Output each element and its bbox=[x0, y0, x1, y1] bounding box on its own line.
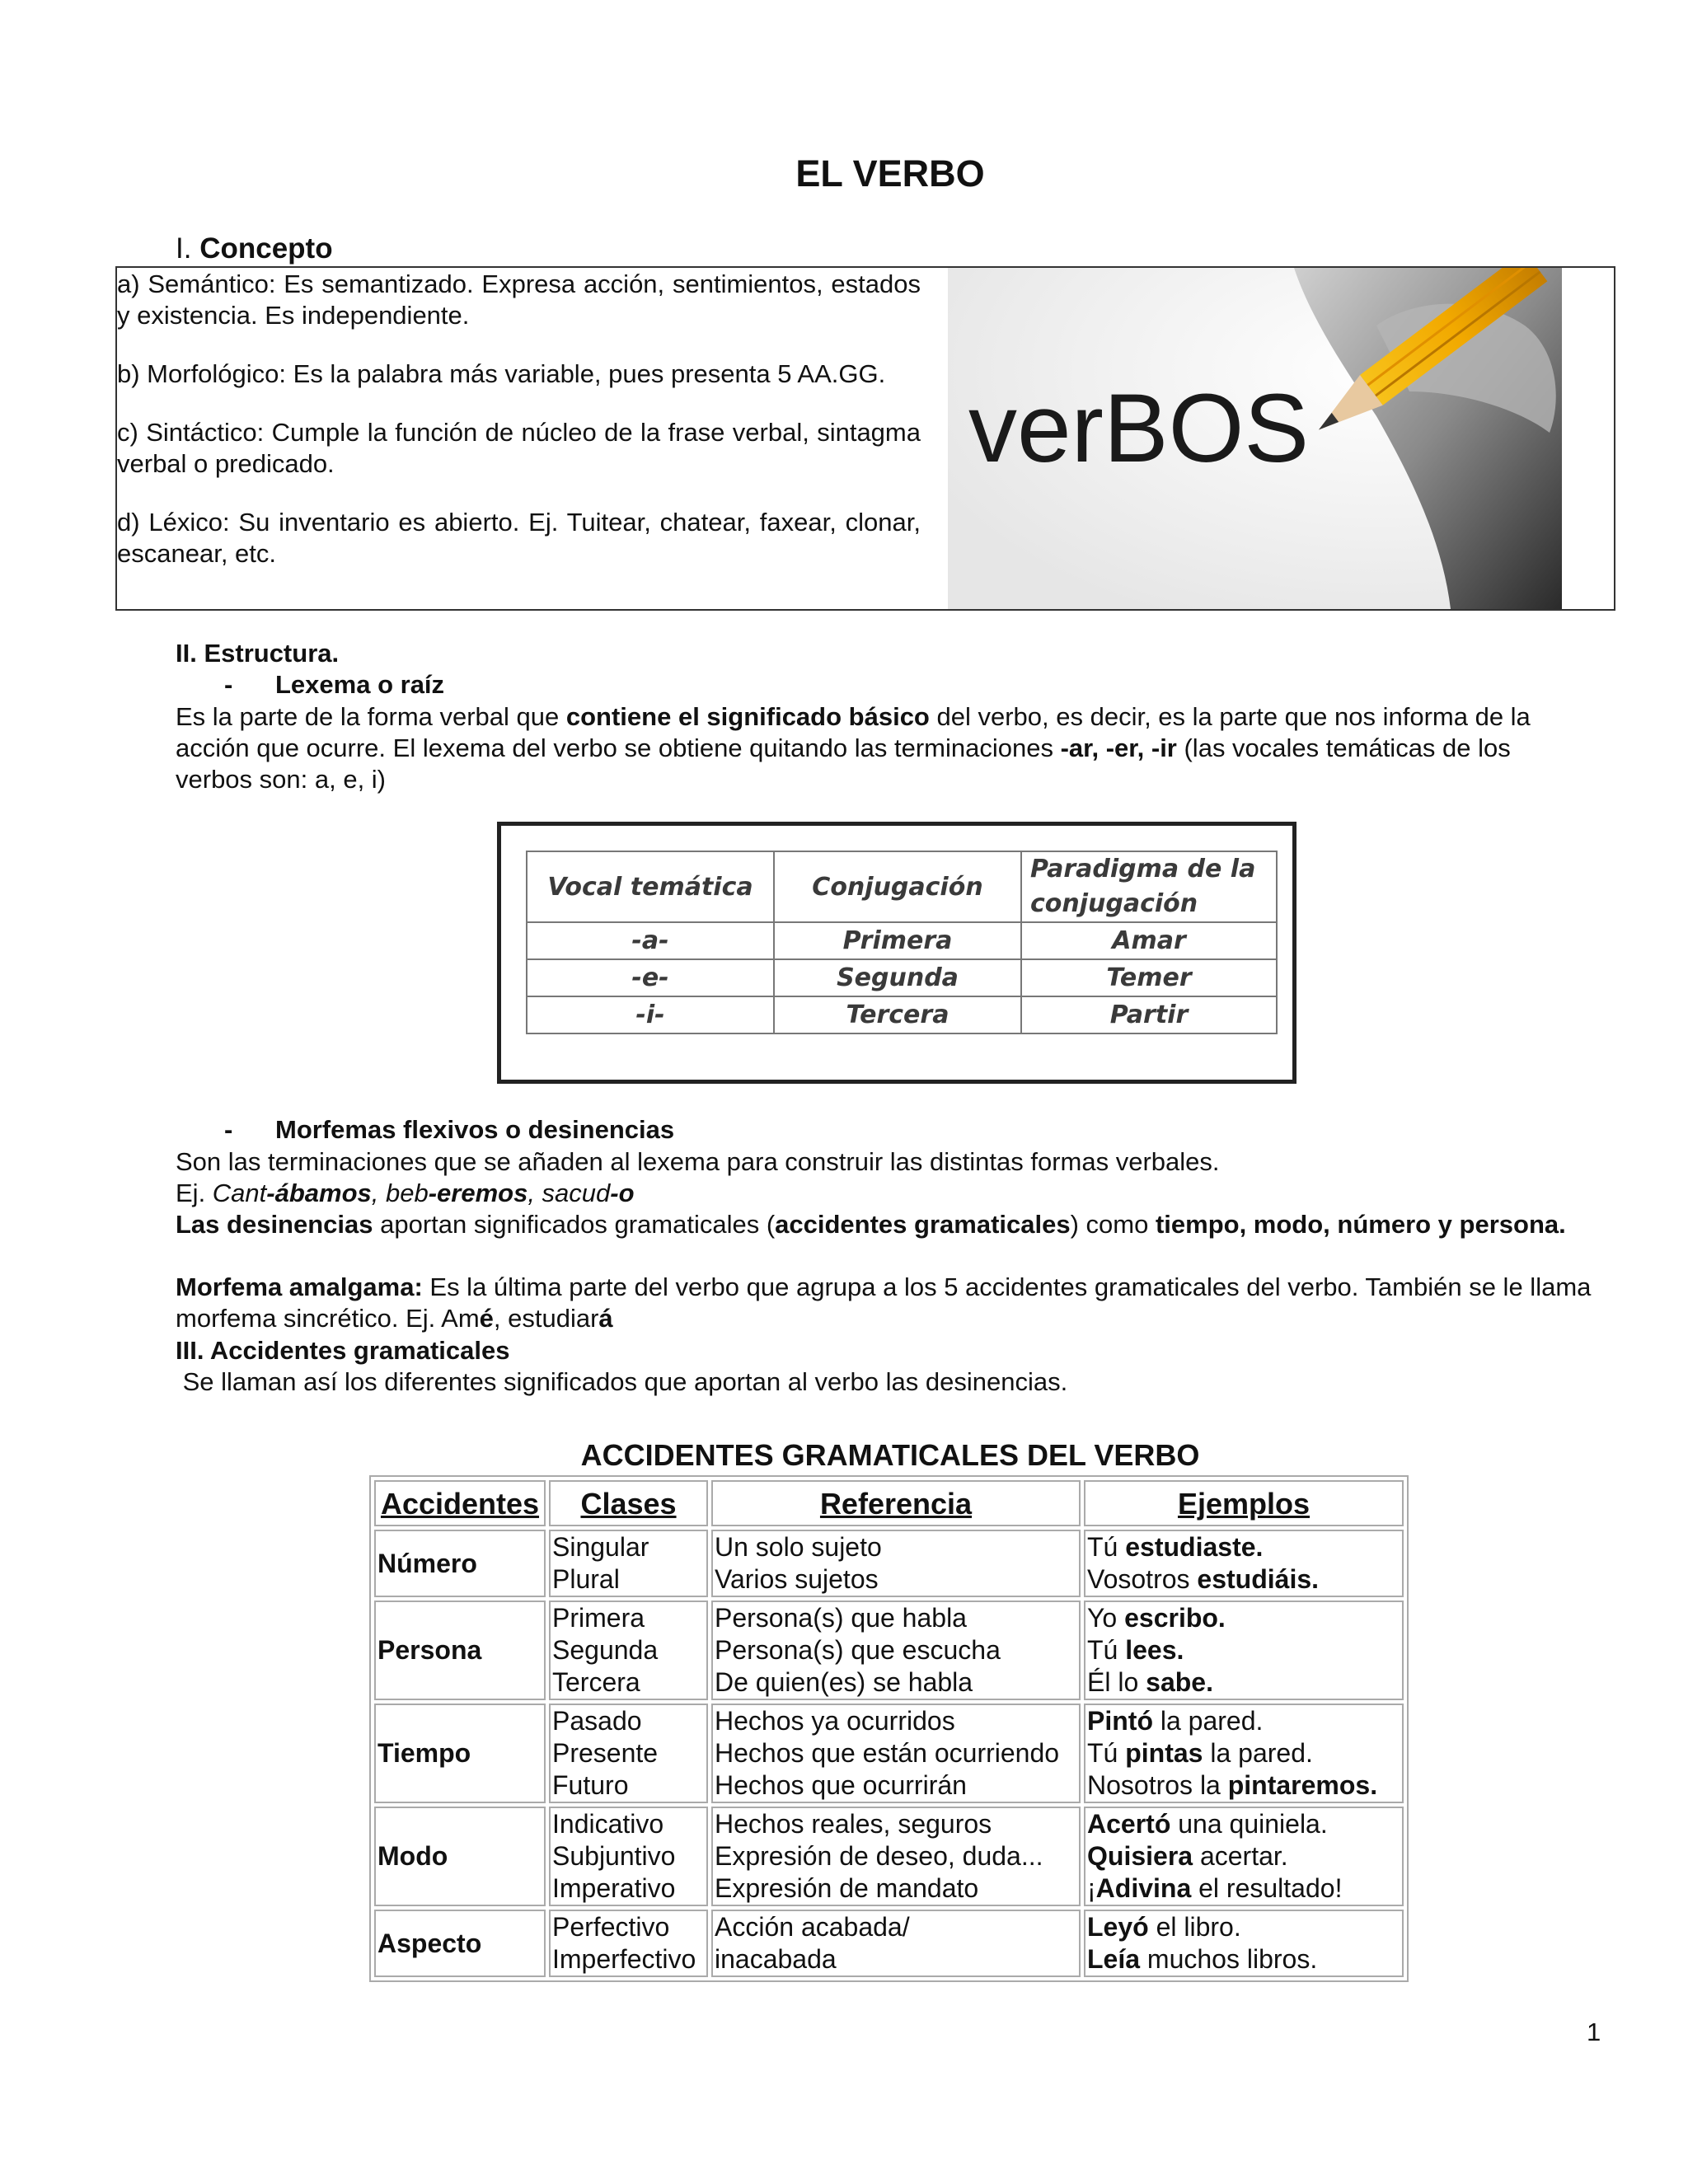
verbos-image-text: verBOS bbox=[968, 374, 1310, 483]
ejemplo-text: Tú bbox=[1087, 1738, 1126, 1768]
ejemplo-verb: sabe. bbox=[1146, 1667, 1213, 1697]
morfemas-definition: Son las terminaciones que se añaden al lexema para construir las distintas formas verbales. bbox=[176, 1147, 1220, 1176]
referencia-item: Hechos que están ocurriendo bbox=[715, 1738, 1060, 1768]
vocal-table-row bbox=[527, 922, 1277, 959]
clase-item: Segunda bbox=[552, 1635, 659, 1665]
ejemplo-text: Tú bbox=[1087, 1635, 1126, 1665]
section-number: I. bbox=[176, 232, 200, 265]
concept-item-sintactico: c) Sintáctico: Cumple la función de núcleo de la frase verbal, sintagma verbal o predicado. bbox=[117, 418, 921, 478]
clase-item: Plural bbox=[552, 1564, 620, 1594]
desinencias-text-2: ) como bbox=[1070, 1210, 1156, 1239]
ejemplo-text: la pared. bbox=[1203, 1738, 1313, 1768]
clases-cell bbox=[549, 1601, 708, 1700]
clases-cell bbox=[549, 1910, 708, 1977]
paradigma-cell: Amar bbox=[1021, 922, 1277, 959]
referencia-cell bbox=[711, 1601, 1081, 1700]
verbos-illustration bbox=[948, 268, 1562, 609]
section-estructura-heading: II. Estructura. bbox=[176, 639, 340, 668]
clases-cell bbox=[549, 1807, 708, 1906]
amalgama-bold: Morfema amalgama: bbox=[176, 1272, 423, 1301]
ejemplo-verb: Quisiera bbox=[1087, 1841, 1193, 1871]
paradigma-cell: Temer bbox=[1021, 959, 1277, 996]
clase-item: Pasado bbox=[552, 1706, 642, 1736]
desinencias-bold-1: Las desinencias bbox=[176, 1210, 373, 1239]
concept-image-margin bbox=[1562, 268, 1614, 607]
referencia-item: Un solo sujeto bbox=[715, 1532, 882, 1562]
section-title: Concepto bbox=[199, 232, 333, 265]
ejemplo-verb: estudiaste. bbox=[1125, 1532, 1264, 1562]
ejemplo-verb: Leía bbox=[1087, 1944, 1141, 1974]
ejemplo-text: ¡ bbox=[1087, 1873, 1096, 1903]
accidentes-intro: Se llaman así los diferentes significados que aportan al verbo las desinencias. bbox=[176, 1367, 1068, 1396]
ejemplos-cell bbox=[1084, 1530, 1404, 1597]
ejemplo-item bbox=[1087, 1769, 1400, 1802]
concept-list bbox=[117, 269, 921, 569]
concept-item-semantico: a) Semántico: Es semantizado. Expresa acción, sentimientos, estados y existencia. Es independiente. bbox=[117, 269, 921, 330]
lexema-text-3: (las vocales temáticas de los verbos son: a, e, i) bbox=[176, 733, 1511, 794]
page-number: 1 bbox=[1587, 2018, 1601, 2046]
clase-item: Imperfectivo bbox=[552, 1944, 696, 1974]
referencia-item: Persona(s) que escucha bbox=[715, 1635, 1001, 1665]
section-accidentes-heading: III. Accidentes gramaticales bbox=[176, 1336, 510, 1365]
desinencias-bold-2: accidentes gramaticales bbox=[775, 1210, 1071, 1239]
amalgama-example-1: é bbox=[479, 1304, 494, 1333]
referencia-item: Hechos que ocurrirán bbox=[715, 1770, 967, 1800]
amalgama-text: Es la última parte del verbo que agrupa a los 5 accidentes gramaticales del verbo. También se le llama morfema sincrético. Ej. Am bbox=[176, 1272, 1592, 1333]
vocal-header-vocal: Vocal temática bbox=[527, 851, 774, 922]
ejemplo-verb: lees. bbox=[1125, 1635, 1184, 1665]
clase-item: Tercera bbox=[552, 1667, 640, 1697]
table-row-tiempo bbox=[374, 1704, 1404, 1803]
clase-item: Singular bbox=[552, 1532, 649, 1562]
conjugacion-cell: Primera bbox=[774, 922, 1021, 959]
example-lexema-1: Cant bbox=[212, 1179, 267, 1207]
referencia-item: Expresión de mandato bbox=[715, 1873, 979, 1903]
ejemplo-text: Vosotros bbox=[1087, 1564, 1198, 1594]
ejemplo-text: Yo bbox=[1087, 1603, 1125, 1633]
ejemplo-text: muchos libros. bbox=[1140, 1944, 1318, 1974]
accidente-cell: Persona bbox=[374, 1601, 546, 1700]
referencia-item: Varios sujetos bbox=[715, 1564, 879, 1594]
concept-item-lexico: d) Léxico: Su inventario es abierto. Ej. Tuitear, chatear, faxear, clonar, escanear, etc. bbox=[117, 508, 921, 568]
ejemplo-item bbox=[1087, 1634, 1400, 1666]
clase-item: Presente bbox=[552, 1738, 659, 1768]
ejemplo-text: Nosotros la bbox=[1087, 1770, 1228, 1800]
ejemplo-item bbox=[1087, 1808, 1400, 1840]
header-ejemplos: Ejemplos bbox=[1084, 1480, 1404, 1526]
referencia-item: Hechos ya ocurridos bbox=[715, 1706, 955, 1736]
referencia-item: Expresión de deseo, duda... bbox=[715, 1841, 1043, 1871]
ejemplo-text: Tú bbox=[1087, 1532, 1126, 1562]
vocal-header-conjugacion: Conjugación bbox=[774, 851, 1021, 922]
ejemplos-cell bbox=[1084, 1910, 1404, 1977]
ejemplo-item bbox=[1087, 1602, 1400, 1634]
vocal-cell: -e- bbox=[527, 959, 774, 996]
referencia-cell bbox=[711, 1807, 1081, 1906]
bullet-morfemas: Morfemas flexivos o desinencias bbox=[275, 1115, 675, 1144]
bullet-dash: - bbox=[224, 1115, 233, 1144]
referencia-item: De quien(es) se habla bbox=[715, 1667, 973, 1697]
ejemplo-text: el resultado! bbox=[1191, 1873, 1343, 1903]
ejemplo-verb: estudiáis. bbox=[1197, 1564, 1320, 1594]
ejemplo-verb: Adivina bbox=[1095, 1873, 1192, 1903]
clase-item: Futuro bbox=[552, 1770, 629, 1800]
lexema-paragraph bbox=[176, 701, 1585, 795]
clase-item: Primera bbox=[552, 1603, 645, 1633]
ejemplo-item bbox=[1087, 1872, 1400, 1905]
concept-item-morfologico: b) Morfológico: Es la palabra más variable, pues presenta 5 AA.GG. bbox=[117, 359, 886, 388]
ejemplo-verb: Leyó bbox=[1087, 1912, 1149, 1942]
ejemplos-cell bbox=[1084, 1807, 1404, 1906]
example-desinencia-2: -eremos bbox=[428, 1179, 528, 1207]
vocal-tematica-table-frame bbox=[497, 822, 1296, 1084]
referencia-item: Persona(s) que habla bbox=[715, 1603, 967, 1633]
ejemplo-text: el libro. bbox=[1148, 1912, 1241, 1942]
clases-cell bbox=[549, 1530, 708, 1597]
vocal-table-row bbox=[527, 996, 1277, 1033]
ejemplo-item bbox=[1087, 1531, 1400, 1563]
ejemplo-item bbox=[1087, 1911, 1400, 1943]
ejemplos-cell bbox=[1084, 1704, 1404, 1803]
vocal-table-row bbox=[527, 959, 1277, 996]
section-concepto-heading bbox=[176, 232, 333, 265]
accidente-cell: Tiempo bbox=[374, 1704, 546, 1803]
table-row-aspecto bbox=[374, 1910, 1404, 1977]
ejemplos-cell bbox=[1084, 1601, 1404, 1700]
ejemplo-item bbox=[1087, 1737, 1400, 1769]
desinencias-bold-3: tiempo, modo, número y persona. bbox=[1155, 1210, 1566, 1239]
header-clases: Clases bbox=[549, 1480, 708, 1526]
clase-item: Subjuntivo bbox=[552, 1841, 676, 1871]
referencia-item: Hechos reales, seguros bbox=[715, 1809, 992, 1839]
clase-item: Perfectivo bbox=[552, 1912, 670, 1942]
vocal-table-header-row bbox=[527, 851, 1277, 922]
vocal-cell: -a- bbox=[527, 922, 774, 959]
referencia-cell bbox=[711, 1530, 1081, 1597]
referencia-cell bbox=[711, 1910, 1081, 1977]
clase-item: Indicativo bbox=[552, 1809, 664, 1839]
accidente-cell: Aspecto bbox=[374, 1910, 546, 1977]
accidente-cell: Número bbox=[374, 1530, 546, 1597]
table-row-modo bbox=[374, 1807, 1404, 1906]
ejemplo-text: acertar. bbox=[1193, 1841, 1288, 1871]
ejemplo-text: una quiniela. bbox=[1170, 1809, 1328, 1839]
ejemplo-verb: pintas bbox=[1125, 1738, 1203, 1768]
ejemplo-item bbox=[1087, 1943, 1400, 1975]
lexema-text-2: del verbo, es decir, es la parte que nos informa de la acción que ocurre. El lexema del verbo se obtiene quitando las terminaciones bbox=[176, 702, 1531, 762]
ejemplo-verb: Pintó bbox=[1087, 1706, 1153, 1736]
example-lexema-2: , beb bbox=[371, 1179, 429, 1207]
header-accidentes: Accidentes bbox=[374, 1480, 546, 1526]
ejemplo-verb: escribo. bbox=[1124, 1603, 1226, 1633]
conjugacion-cell: Segunda bbox=[774, 959, 1021, 996]
amalgama-text-2: , estudiar bbox=[493, 1304, 599, 1333]
ejemplo-text: la pared. bbox=[1152, 1706, 1264, 1736]
referencia-cell bbox=[711, 1704, 1081, 1803]
amalgama-paragraph bbox=[176, 1272, 1593, 1334]
bullet-lexema: Lexema o raíz bbox=[275, 670, 445, 699]
amalgama-example-2: á bbox=[598, 1304, 613, 1333]
lexema-bold-2: -ar, -er, -ir bbox=[1060, 733, 1177, 762]
referencia-item: inacabada bbox=[715, 1944, 837, 1974]
accidentes-table bbox=[369, 1475, 1409, 1982]
vocal-cell: -i- bbox=[527, 996, 774, 1033]
lexema-text-1: Es la parte de la forma verbal que bbox=[176, 702, 566, 731]
example-desinencia-3: -o bbox=[610, 1179, 635, 1207]
table-row-persona bbox=[374, 1601, 1404, 1700]
ejemplo-verb: Acertó bbox=[1087, 1809, 1171, 1839]
example-prefix: Ej. bbox=[176, 1179, 213, 1207]
conjugacion-cell: Tercera bbox=[774, 996, 1021, 1033]
ejemplo-text: Él lo bbox=[1087, 1667, 1146, 1697]
ejemplo-verb: pintaremos. bbox=[1227, 1770, 1378, 1800]
verbos-pencil-image bbox=[948, 268, 1562, 609]
header-referencia: Referencia bbox=[711, 1480, 1081, 1526]
clase-item: Imperativo bbox=[552, 1873, 676, 1903]
clases-cell bbox=[549, 1704, 708, 1803]
accidente-cell: Modo bbox=[374, 1807, 546, 1906]
bullet-dash: - bbox=[224, 670, 233, 699]
table-row-numero bbox=[374, 1530, 1404, 1597]
referencia-item: Acción acabada/ bbox=[715, 1912, 910, 1942]
vocal-tematica-table bbox=[526, 851, 1278, 1034]
vocal-header-paradigma: Paradigma de la conjugación bbox=[1021, 851, 1277, 922]
ejemplo-item bbox=[1087, 1563, 1400, 1596]
example-desinencia-1: -ábamos bbox=[266, 1179, 372, 1207]
accidentes-table-title: ACCIDENTES GRAMATICALES DEL VERBO bbox=[580, 1438, 1200, 1472]
ejemplo-item bbox=[1087, 1666, 1400, 1699]
page-title: EL VERBO bbox=[795, 152, 985, 194]
accidentes-header-row bbox=[374, 1480, 1404, 1526]
example-lexema-3: , sacud bbox=[528, 1179, 611, 1207]
ejemplo-item bbox=[1087, 1705, 1400, 1737]
paradigma-cell: Partir bbox=[1021, 996, 1277, 1033]
lexema-bold-1: contiene el significado básico bbox=[565, 702, 930, 731]
morfemas-example bbox=[176, 1178, 635, 1209]
desinencias-text-1: aportan significados gramaticales ( bbox=[373, 1210, 776, 1239]
desinencias-paragraph bbox=[176, 1209, 1585, 1240]
ejemplo-item bbox=[1087, 1840, 1400, 1872]
